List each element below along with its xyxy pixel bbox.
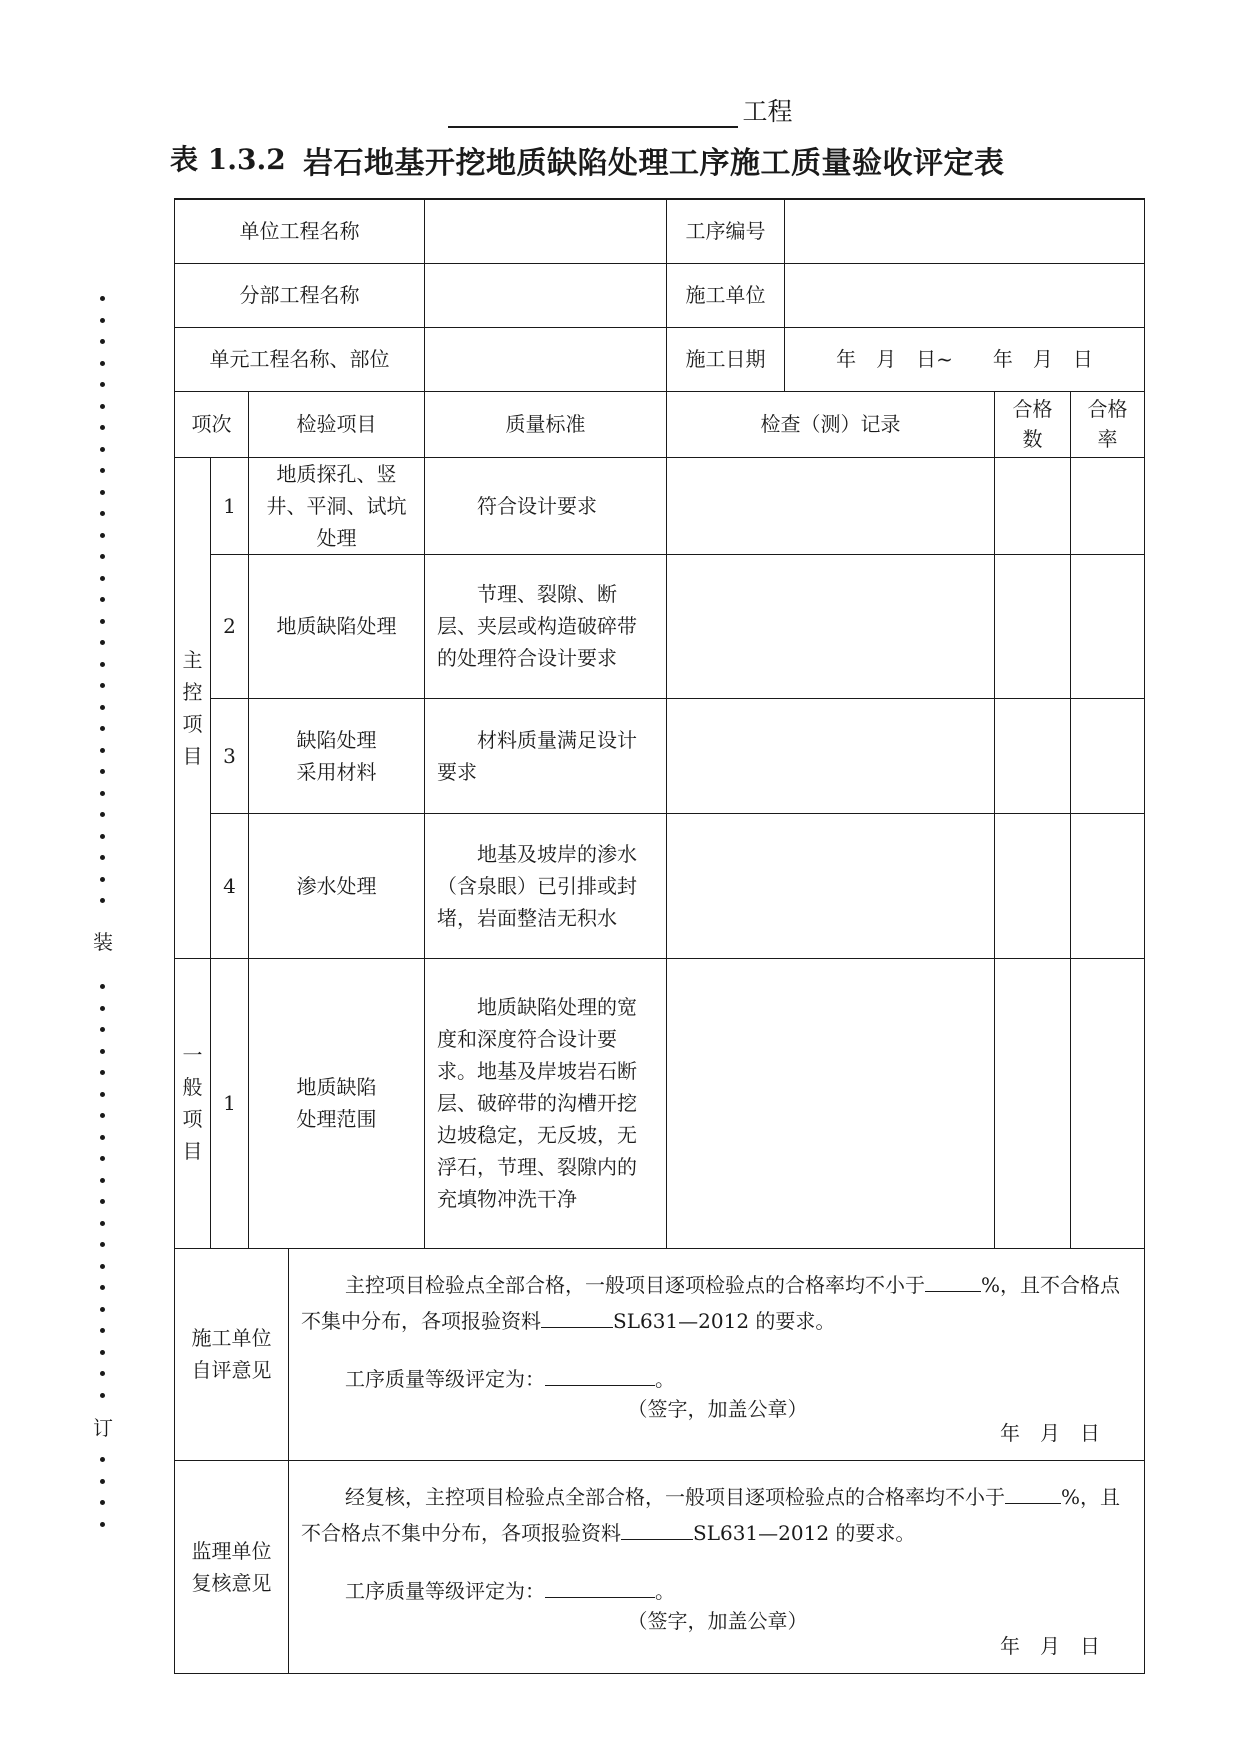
group-main-label (175, 457, 211, 958)
unit-project-name-label: 单位工程名称 (175, 199, 425, 263)
binding-dot (100, 1070, 105, 1075)
self-eval-grade-label: 工序质量等级评定为： (345, 1366, 545, 1391)
col-qualified-rate (1071, 391, 1145, 457)
general-item-record[interactable] (667, 958, 995, 1248)
page-title: 岩石地基开挖地质缺陷处理工序施工质量验收评定表 (303, 146, 1005, 181)
binding-dot (100, 597, 105, 602)
main-item-standard: 地基及坡岸的渗水（含泉眼）已引排或封堵，岩面整洁无积水 (425, 813, 667, 958)
construction-unit-label: 施工单位 (667, 263, 785, 327)
self-eval-label (175, 1248, 289, 1460)
self-eval-rate-blank[interactable] (925, 1269, 981, 1292)
supervisor-row (175, 1460, 1145, 1673)
supervisor-label-text: 监理单位复核意见 (191, 1538, 272, 1595)
col-record: 检查（测）记录 (667, 391, 995, 457)
supervisor-rate-blank[interactable] (1005, 1481, 1061, 1504)
binding-dot (100, 318, 105, 323)
self-eval-row (175, 1248, 1145, 1460)
binding-dot (100, 404, 105, 409)
main-item-name: 地质缺陷处理 (249, 554, 425, 698)
binding-dot (100, 1113, 105, 1118)
binding-dot (100, 1006, 105, 1011)
group-general-text: 一般项目 (182, 1043, 203, 1163)
main-item-count[interactable] (995, 554, 1071, 698)
col-qualified-count-text: 合格数 (1012, 397, 1053, 451)
binding-dot (100, 984, 105, 989)
main-item-standard: 符合设计要求 (425, 457, 667, 554)
binding-dot (100, 1479, 105, 1484)
binding-dot (100, 1135, 105, 1140)
general-item-no: 1 (211, 958, 249, 1248)
binding-dot (100, 1242, 105, 1247)
binding-line (92, 296, 114, 1526)
main-item-rate[interactable] (1071, 554, 1145, 698)
main-item-name (249, 457, 425, 554)
division-project-name-label: 分部工程名称 (175, 263, 425, 327)
element-project-name-label: 单元工程名称、部位 (175, 327, 425, 391)
col-qualified-rate-text: 合格率 (1087, 397, 1128, 451)
supervisor-signature: （签字，加盖公章） (627, 1608, 808, 1633)
element-project-name-value[interactable] (425, 327, 667, 391)
binding-dot (100, 576, 105, 581)
main-item-record[interactable] (667, 698, 995, 813)
process-number-value[interactable] (785, 199, 1145, 263)
binding-char-top: 装 (92, 926, 114, 955)
supervisor-paragraph (301, 1479, 1134, 1551)
self-eval-content[interactable] (289, 1248, 1145, 1460)
self-eval-text-a: 主控项目检验点全部合格，一般项目逐项检验点的合格率均不小于 (345, 1272, 925, 1297)
binding-dot (100, 1500, 105, 1505)
supervisor-text-a: 经复核，主控项目检验点全部合格，一般项目逐项检验点的合格率均不小于 (345, 1484, 1005, 1509)
main-item-name-text: 地质探孔、竖井、平洞、试坑处理 (266, 461, 407, 550)
binding-dot (100, 296, 105, 301)
binding-dot (100, 748, 105, 753)
construction-date-label: 施工日期 (667, 327, 785, 391)
binding-dot (100, 834, 105, 839)
binding-char-bottom: 订 (92, 1412, 114, 1441)
supervisor-grade-line (301, 1575, 1134, 1606)
binding-dot (100, 533, 105, 538)
self-eval-label-text: 施工单位自评意见 (191, 1326, 272, 1382)
evaluation-table (174, 198, 1145, 1674)
binding-dot (100, 812, 105, 817)
self-eval-date[interactable]: 年 月 日 (1000, 1420, 1101, 1445)
group-general-label (175, 958, 211, 1248)
col-inspection-item: 检验项目 (249, 391, 425, 457)
binding-dot (100, 662, 105, 667)
general-item-rate[interactable] (1071, 958, 1145, 1248)
project-name-blank[interactable] (448, 100, 738, 128)
binding-dot (100, 791, 105, 796)
binding-dot (100, 1221, 105, 1226)
main-item-record[interactable] (667, 457, 995, 554)
binding-dot (100, 769, 105, 774)
binding-dot (100, 640, 105, 645)
main-item-no: 3 (211, 698, 249, 813)
supervisor-text-c: SL631—2012 的要求。 (693, 1520, 916, 1545)
self-eval-grade-end: 。 (655, 1366, 675, 1391)
self-eval-text-b: %，且不合格点不集中分布，各项报验资料 (301, 1272, 1121, 1333)
binding-dot (100, 554, 105, 559)
info-row-1 (175, 199, 1145, 263)
col-item-no: 项次 (175, 391, 249, 457)
main-item-row (175, 554, 1145, 698)
binding-dot (100, 898, 105, 903)
binding-dot (100, 425, 105, 430)
binding-dot (100, 1264, 105, 1269)
binding-dot (100, 619, 105, 624)
main-item-name: 渗水处理 (249, 813, 425, 958)
main-item-count[interactable] (995, 813, 1071, 958)
binding-dot (100, 1457, 105, 1462)
main-item-record[interactable] (667, 554, 995, 698)
general-item-name (249, 958, 425, 1248)
binding-dot (100, 447, 105, 452)
supervisor-grade-end: 。 (655, 1578, 675, 1603)
main-item-count[interactable] (995, 457, 1071, 554)
main-item-row (175, 698, 1145, 813)
supervisor-grade-label: 工序质量等级评定为： (345, 1578, 545, 1603)
construction-date-value[interactable]: 年 月 日~ 年 月 日 (785, 327, 1145, 391)
binding-dot (100, 1285, 105, 1290)
general-item-count[interactable] (995, 958, 1071, 1248)
binding-dot (100, 1307, 105, 1312)
main-item-count[interactable] (995, 698, 1071, 813)
column-header-row (175, 391, 1145, 457)
binding-dot (100, 511, 105, 516)
main-item-row (175, 457, 1145, 554)
col-quality-standard: 质量标准 (425, 391, 667, 457)
binding-dot (100, 339, 105, 344)
main-item-rate[interactable] (1071, 813, 1145, 958)
general-item-name-text: 地质缺陷处理范围 (296, 1075, 377, 1131)
binding-dot (100, 855, 105, 860)
self-eval-paragraph (301, 1267, 1134, 1339)
binding-dot (100, 683, 105, 688)
project-suffix: 工程 (742, 97, 793, 126)
self-eval-text-c: SL631—2012 的要求。 (613, 1308, 836, 1333)
binding-dot (100, 1156, 105, 1161)
main-item-rate[interactable] (1071, 698, 1145, 813)
binding-dot (100, 1522, 105, 1527)
construction-unit-value[interactable] (785, 263, 1145, 327)
main-item-standard: 节理、裂隙、断层、夹层或构造破碎带的处理符合设计要求 (425, 554, 667, 698)
supervisor-label (175, 1460, 289, 1673)
binding-dot (100, 1049, 105, 1054)
binding-dot (100, 726, 105, 731)
general-item-row (175, 958, 1145, 1248)
self-eval-grade-line (301, 1363, 1134, 1394)
supervisor-date[interactable]: 年 月 日 (1000, 1633, 1101, 1658)
general-item-standard: 地质缺陷处理的宽度和深度符合设计要求。地基及岸坡岩石断层、破碎带的沟槽开挖边坡稳定，无反坡，无浮石，节理、裂隙内的充填物冲洗干净 (425, 958, 667, 1248)
binding-dot (100, 1027, 105, 1032)
main-item-name (249, 698, 425, 813)
binding-dot (100, 877, 105, 882)
info-row-3 (175, 327, 1145, 391)
binding-dot (100, 490, 105, 495)
binding-dot (100, 1178, 105, 1183)
supervisor-grade-blank[interactable] (545, 1575, 655, 1598)
supervisor-text-b: %，且不合格点不集中分布，各项报验资料 (301, 1484, 1121, 1545)
main-item-rate[interactable] (1071, 457, 1145, 554)
info-row-2 (175, 263, 1145, 327)
col-qualified-count (995, 391, 1071, 457)
self-eval-material-blank[interactable] (541, 1305, 613, 1328)
main-item-no: 2 (211, 554, 249, 698)
binding-dot (100, 1199, 105, 1204)
self-eval-grade-blank[interactable] (545, 1363, 655, 1386)
binding-dot (100, 361, 105, 366)
binding-dot (100, 705, 105, 710)
main-item-row (175, 813, 1145, 958)
group-main-text: 主控项目 (182, 647, 203, 768)
main-item-no: 1 (211, 457, 249, 554)
main-item-record[interactable] (667, 813, 995, 958)
table-number: 表 1.3.2 (170, 143, 286, 176)
binding-dot (100, 382, 105, 387)
binding-dot (100, 1371, 105, 1376)
process-number-label: 工序编号 (667, 199, 785, 263)
binding-dot (100, 1393, 105, 1398)
binding-dot (100, 468, 105, 473)
division-project-name-value[interactable] (425, 263, 667, 327)
self-eval-signature: （签字，加盖公章） (627, 1396, 808, 1421)
binding-dot (100, 1350, 105, 1355)
supervisor-material-blank[interactable] (621, 1517, 693, 1540)
main-item-name-text: 缺陷处理采用材料 (296, 727, 377, 784)
unit-project-name-value[interactable] (425, 199, 667, 263)
main-item-no: 4 (211, 813, 249, 958)
project-name-line (0, 92, 1241, 128)
supervisor-content[interactable] (289, 1460, 1145, 1673)
main-item-standard: 材料质量满足设计要求 (425, 698, 667, 813)
binding-dot (100, 1092, 105, 1097)
binding-dot (100, 1328, 105, 1333)
